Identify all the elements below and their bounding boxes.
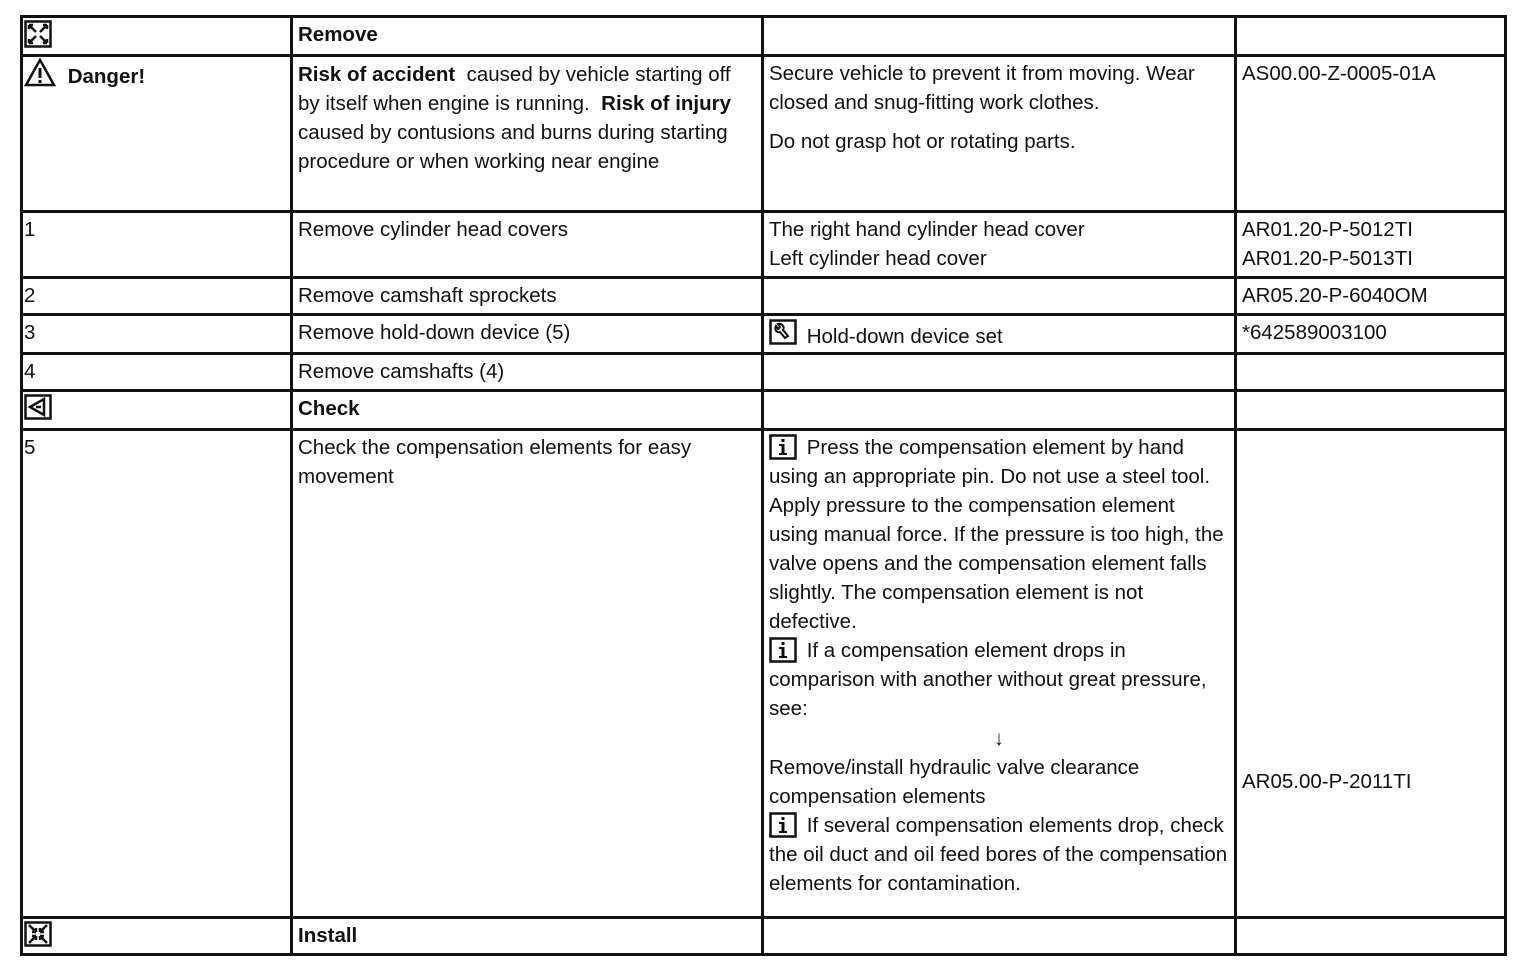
tool-part-number[interactable]: *642589003100: [1236, 315, 1506, 354]
danger-label: Danger!: [67, 65, 146, 88]
safety-note: Do not grasp hot or rotating parts.: [769, 130, 1076, 153]
info-note: Press the compensation element by hand using an appropriate pin. Do not use a steel tool. Apply pressure to the compensation element using manual force. If the pressure is too high, the valve opens and the compensation element falls slightly. The compensation element is not defective.: [769, 436, 1224, 633]
danger-description: [292, 56, 763, 212]
tool-text: Hold-down device set: [806, 325, 1003, 348]
risk-accident-text: caused by vehicle starting off by itself when engine is running.: [298, 63, 731, 115]
step-number: 3: [22, 315, 292, 354]
document-reference[interactable]: AR05.20-P-6040OM: [1236, 278, 1506, 315]
procedure-table: [20, 15, 1507, 956]
info-note: If a compensation element drops in comparison with another without great pressure, see:: [769, 639, 1207, 720]
table-row: [22, 430, 1506, 918]
info-icon: [769, 637, 797, 663]
table-row: [22, 212, 1506, 278]
section-title: Check: [292, 391, 763, 430]
step-note: The right hand cylinder head cover: [769, 218, 1085, 241]
step-note: Left cylinder head cover: [769, 247, 987, 270]
section-title: Install: [292, 918, 763, 955]
step-text: Remove camshafts (4): [292, 354, 763, 391]
document-reference[interactable]: AS00.00-Z-0005-01A: [1236, 56, 1506, 212]
step-text: Check the compensation elements for easy movement: [292, 430, 763, 918]
remove-icon: [24, 20, 52, 48]
step-number: 1: [22, 212, 292, 278]
arrow-down-icon: ↓: [993, 727, 1005, 750]
reference-link-text[interactable]: Remove/install hydraulic valve clearance compensation elements: [769, 756, 1140, 808]
info-note: If several compensation elements drop, check the oil duct and oil feed bores of the compensation elements for contamination.: [769, 814, 1228, 895]
step-text: Remove camshaft sprockets: [292, 278, 763, 315]
step-text: Remove cylinder head covers: [292, 212, 763, 278]
document-reference[interactable]: AR05.00-P-2011TI: [1242, 770, 1412, 793]
table-row: [22, 354, 1506, 391]
risk-injury-label: Risk of injury: [601, 92, 732, 115]
step-number: 5: [22, 430, 292, 918]
check-icon: [24, 394, 52, 420]
risk-accident-label: Risk of accident: [298, 63, 456, 86]
risk-injury-text: caused by contusions and burns during starting procedure or when working near engine: [298, 121, 728, 173]
table-row: [22, 17, 1506, 56]
table-row: [22, 918, 1506, 955]
section-title: Remove: [292, 17, 763, 56]
table-row: [22, 56, 1506, 212]
step-number: 2: [22, 278, 292, 315]
safety-note: Secure vehicle to prevent it from moving. Wear closed and snug-fitting work clothes.: [769, 62, 1195, 114]
install-icon: [24, 921, 52, 947]
info-icon: [769, 812, 797, 838]
document-reference[interactable]: AR01.20-P-5012TI: [1242, 218, 1413, 241]
step-number: 4: [22, 354, 292, 391]
special-tool-icon: [769, 319, 797, 345]
step-text: Remove hold-down device (5): [292, 315, 763, 354]
table-row: [22, 391, 1506, 430]
warning-icon: [24, 58, 56, 87]
table-row: [22, 315, 1506, 354]
table-row: [22, 278, 1506, 315]
info-icon: [769, 434, 797, 460]
document-reference[interactable]: AR01.20-P-5013TI: [1242, 247, 1413, 270]
